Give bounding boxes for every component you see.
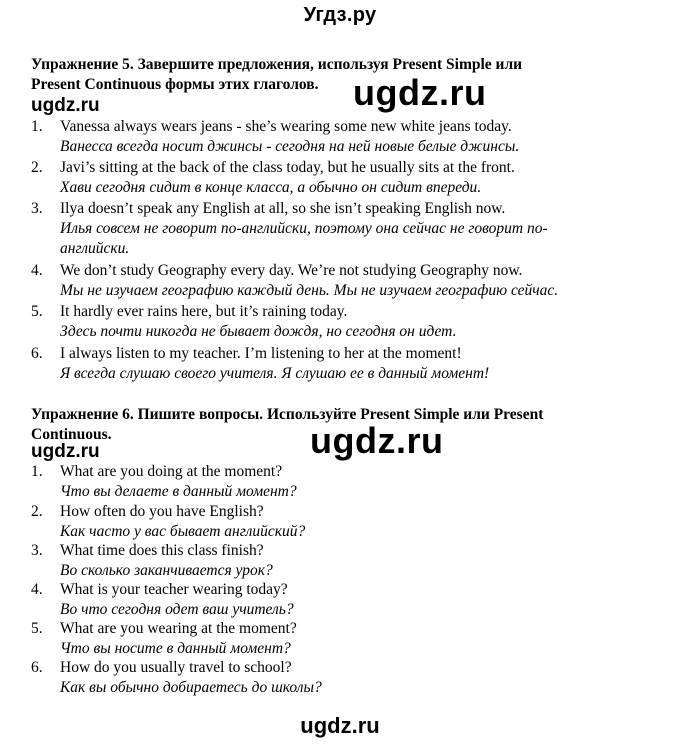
item-number: 3. (31, 542, 43, 559)
item-english: What are you doing at the moment? (60, 463, 283, 480)
item-english: It hardly ever rains here, but it’s raining today. (60, 303, 348, 320)
item-english: How do you usually travel to school? (60, 659, 292, 676)
exercise6-title-line2: Continuous. (31, 426, 112, 443)
exercise6-title-line1: Упражнение 6. Пишите вопросы. Используйте Present Simple или Present (31, 406, 544, 423)
item-english: What are you wearing at the moment? (60, 620, 297, 637)
item-russian: Что вы носите в данный момент? (60, 640, 291, 657)
exercise5-title (31, 55, 631, 95)
item-number: 1. (31, 463, 43, 480)
item-russian: Мы не изучаем географию каждый день. Мы не изучаем географию сейчас. (60, 282, 559, 299)
item-number: 6. (31, 659, 43, 676)
item-russian: Илья совсем не говорит по-английски, поэтому она сейчас не говорит по- (60, 220, 548, 237)
item-russian: Ванесса всегда носит джинсы - сегодня на ней новые белые джинсы. (60, 138, 520, 155)
item-russian: Что вы делаете в данный момент? (60, 483, 297, 500)
item-number: 1. (31, 118, 43, 135)
item-english: Javi’s sitting at the back of the class today, but he usually sits at the front. (60, 159, 515, 176)
item-number: 4. (31, 262, 43, 279)
item-russian: Во сколько заканчивается урок? (60, 562, 273, 579)
item-english: What is your teacher wearing today? (60, 581, 288, 598)
item-number: 3. (31, 200, 43, 217)
item-russian: Как часто у вас бывает английский? (60, 523, 306, 540)
item-english: How often do you have English? (60, 503, 264, 520)
item-russian: Хави сегодня сидит в конце класса, а обычно он сидит впереди. (60, 179, 482, 196)
item-english: We don’t study Geography every day. We’re not studying Geography now. (60, 262, 523, 279)
item-english: Ilya doesn’t speak any English at all, so she isn’t speaking English now. (60, 200, 506, 217)
item-english: I always listen to my teacher. I’m listening to her at the moment! (60, 345, 462, 362)
item-russian: Здесь почти никогда не бывает дождя, но сегодня он идет. (60, 323, 457, 340)
item-number: 5. (31, 303, 43, 320)
exercise5-title-line2: Present Continuous формы этих глаголов. (31, 76, 319, 93)
item-number: 2. (31, 503, 43, 520)
item-number: 2. (31, 159, 43, 176)
watermark-small: ugdz.ru (31, 441, 100, 462)
exercise5-title-line1: Упражнение 5. Завершите предложения, используя Present Simple или (31, 56, 523, 73)
item-number: 6. (31, 345, 43, 362)
item-number: 4. (31, 581, 43, 598)
item-number: 5. (31, 620, 43, 637)
item-english: Vanessa always wears jeans - she’s wearing some new white jeans today. (60, 118, 512, 135)
item-english: What time does this class finish? (60, 542, 264, 559)
item-russian: Я всегда слушаю своего учителя. Я слушаю ее в данный момент! (60, 365, 490, 382)
item-russian: Во что сегодня одет ваш учитель? (60, 601, 294, 618)
item-russian: Как вы обычно добираетесь до школы? (60, 679, 322, 696)
watermark-large: ugdz.ru (310, 420, 444, 461)
item-russian-continued: английски. (60, 240, 130, 257)
site-title: Угдз.ру (303, 4, 377, 26)
watermark-large: ugdz.ru (353, 72, 487, 113)
watermark-small: ugdz.ru (31, 95, 100, 116)
footer-logo: ugdz.ru (300, 713, 380, 738)
